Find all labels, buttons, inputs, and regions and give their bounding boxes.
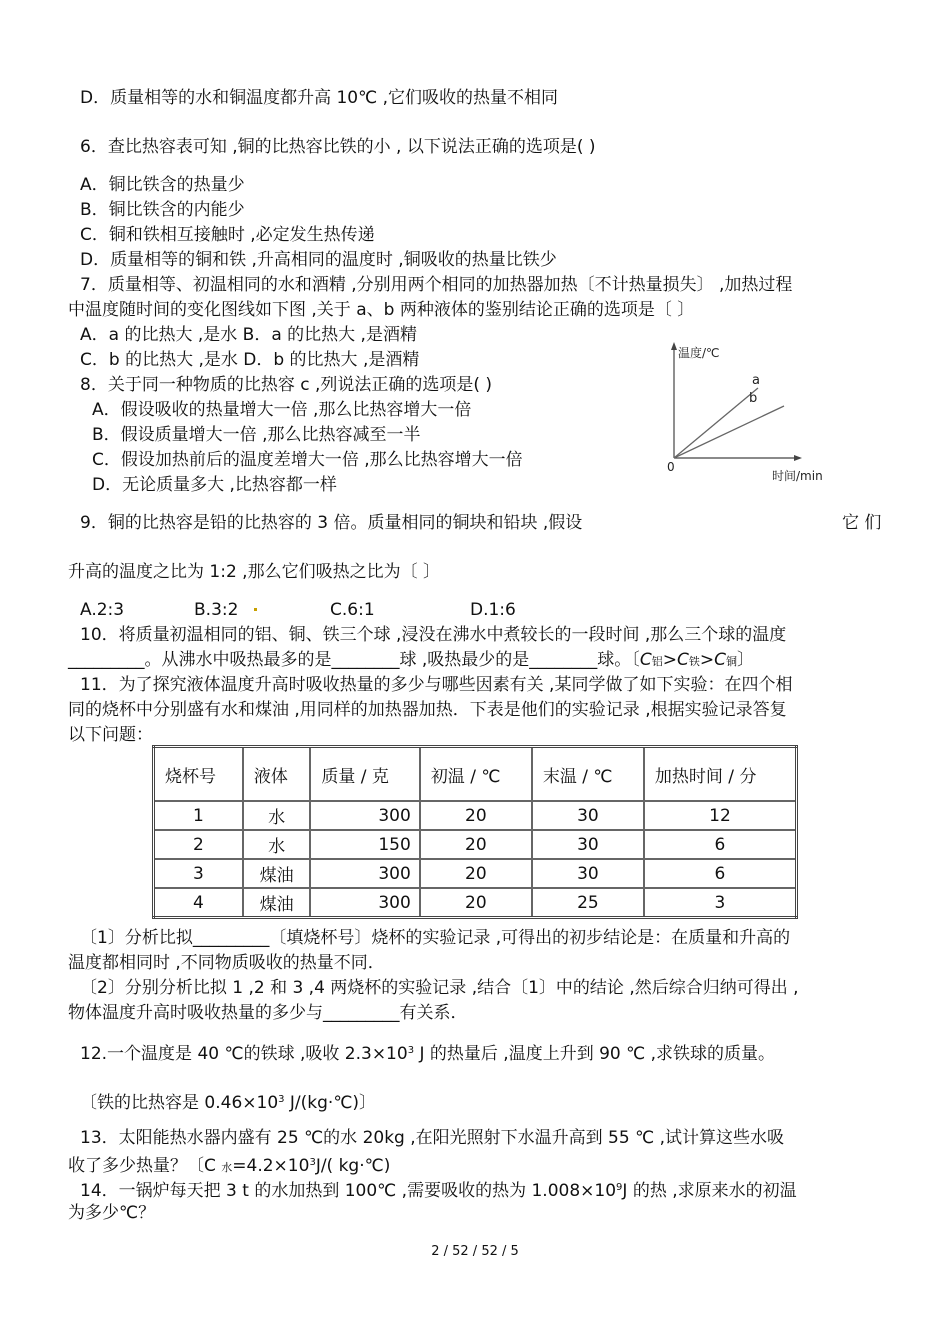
- x-axis-label: 时间/min: [772, 469, 823, 483]
- superscript: 3: [309, 1157, 316, 1168]
- table-header: 烧杯号: [154, 747, 243, 802]
- subscript-copper: 铜: [725, 655, 737, 668]
- subscript-iron: 铁: [688, 655, 700, 668]
- line-b-label: b: [749, 391, 758, 406]
- x-axis-arrow: [794, 455, 802, 461]
- question-7-options-cd: C．b 的比热大 ,是水 D．b 的比热大 ,是酒精: [80, 350, 420, 370]
- question-9-option-c: C.6:1: [330, 600, 375, 620]
- question-9-line-2: 升高的温度之比为 1:2 ,那么它们吸热之比为〔 〕: [68, 562, 440, 582]
- question-9-option-d: D.1:6: [470, 600, 516, 620]
- c-symbol: C: [639, 650, 652, 670]
- table-cell: 水: [243, 830, 311, 859]
- question-9-option-a: A.2:3: [80, 600, 125, 620]
- question-12-note-text: 〔铁的比热容是 0.46×10: [80, 1093, 279, 1113]
- experiment-table: [152, 745, 798, 919]
- question-10-line-1: 10．将质量初温相同的铝、铜、铁三个球 ,浸没在沸水中煮较长的一段时间 ,那么三个球的温度: [80, 625, 787, 645]
- table-cell: 20: [420, 801, 532, 830]
- table-header-row: [154, 747, 797, 802]
- question-8-option-d: D．无论质量多大 ,比热容都一样: [92, 475, 337, 495]
- c-symbol: C: [676, 650, 689, 670]
- table-cell: 水: [243, 801, 311, 830]
- question-13-line-1: 13．太阳能热水器内盛有 25 ℃的水 20kg ,在阳光照射下水温升高到 55 ℃ ,试计算这些水吸: [80, 1128, 784, 1148]
- question-6: 6．查比热容表可知 ,铜的比热容比铁的小 , 以下说法正确的选项是( ): [80, 137, 596, 157]
- table-cell: 6: [644, 830, 797, 859]
- question-14-line-2: 为多少℃？: [68, 1203, 156, 1223]
- table-row: [154, 859, 797, 888]
- table-cell: 300: [310, 859, 419, 888]
- question-12-text: 12.一个温度是 40 ℃的铁球 ,吸收 2.3×10: [80, 1044, 408, 1064]
- question-8-option-c: C．假设加热前后的温度差增大一倍 ,那么比热容增大一倍: [92, 450, 523, 470]
- question-6-option-c: C．铜和铁相互接触时 ,必定发生热传递: [80, 225, 375, 245]
- table-cell: 20: [420, 830, 532, 859]
- question-11-line-2: 同的烧杯中分别盛有水和煤油 ,用同样的加热器加热．下表是他们的实验记录 ,根据实验记录答复: [68, 700, 787, 720]
- superscript: 9: [616, 1182, 623, 1193]
- table-cell: 30: [532, 859, 644, 888]
- table-header: 初温 / ℃: [420, 747, 532, 802]
- y-axis-arrow: [671, 342, 677, 350]
- table-cell: 20: [420, 888, 532, 918]
- temperature-time-graph: [660, 338, 840, 488]
- superscript: 3: [407, 1045, 415, 1056]
- question-13-value: =4.2×10: [232, 1156, 310, 1176]
- question-6-option-a: A．铜比铁含的热量少: [80, 175, 245, 195]
- question-13-unit: J/( kg·℃): [315, 1156, 391, 1176]
- table-cell: 30: [532, 801, 644, 830]
- table-cell: 6: [644, 859, 797, 888]
- question-9-line-1: 9．铜的比热容是铅的比热容的 3 倍。质量相同的铜块和铅块 ,假设: [80, 513, 583, 533]
- table-cell: 1: [154, 801, 243, 830]
- table-cell: 20: [420, 859, 532, 888]
- table-cell: 2: [154, 830, 243, 859]
- table-cell: 30: [532, 830, 644, 859]
- line-a: [674, 388, 758, 458]
- table-cell: 3: [154, 859, 243, 888]
- question-11-part-2-line-1: 〔2〕分别分析比拟 1 ,2 和 3 ,4 两烧杯的实验记录 ,结合〔1〕中的结论 ,然后综合归纳可得出 ,: [80, 978, 799, 998]
- question-8: 8．关于同一种物质的比热容 c ,列说法正确的选项是( ): [80, 375, 493, 395]
- question-12-note: [80, 1088, 376, 1115]
- table-cell: 300: [310, 801, 419, 830]
- table-row: [154, 801, 797, 830]
- table-header: 末温 / ℃: [532, 747, 644, 802]
- superscript: 3: [278, 1094, 285, 1105]
- question-11-part-2-line-2: 物体温度升高时吸收热量的多少与_________有关系．: [68, 1003, 468, 1023]
- question-9-line-1-end: 它 们: [842, 513, 882, 533]
- y-axis-label: 温度/℃: [678, 346, 720, 360]
- table-cell: 4: [154, 888, 243, 918]
- question-8-option-b: B．假设质量增大一倍 ,那么比热容减至一半: [92, 425, 421, 445]
- question-5-option-d: D．质量相等的水和铜温度都升高 10℃ ,它们吸收的热量不相同: [80, 88, 559, 108]
- stray-mark: [254, 608, 257, 611]
- question-11-line-1: 11．为了探究液体温度升高时吸收热量的多少与哪些因素有关 ,某同学做了如下实验：在四个相: [80, 675, 793, 695]
- table-row: [154, 888, 797, 918]
- table-cell: 25: [532, 888, 644, 918]
- question-6-option-b: B．铜比铁含的内能少: [80, 200, 245, 220]
- question-9-option-b: B.3:2: [194, 600, 239, 620]
- subscript-water: 水: [221, 1161, 233, 1174]
- table-cell: 煤油: [243, 859, 311, 888]
- table-header: 液体: [243, 747, 311, 802]
- question-14-line-1: [80, 1176, 797, 1203]
- table-header: 加热时间 / 分: [644, 747, 797, 802]
- question-13-text: 收了多少热量？〔C: [68, 1156, 222, 1176]
- line-b: [674, 406, 784, 458]
- question-12: [80, 1039, 775, 1066]
- question-12-text-end: J 的热量后 ,温度上升到 90 ℃ ,求铁球的质量。: [414, 1044, 776, 1064]
- question-14-text-end: J 的热 ,求原来水的初温: [622, 1181, 797, 1201]
- table-cell: 3: [644, 888, 797, 918]
- table-cell: 煤油: [243, 888, 311, 918]
- question-14-text: 14．一锅炉每天把 3 t 的水加热到 100℃ ,需要吸收的热为 1.008×10: [80, 1181, 617, 1201]
- table-header: 质量 / 克: [310, 747, 419, 802]
- question-7-line-1: 7．质量相等、初温相同的水和酒精 ,分别用两个相同的加热器加热〔不计热量损失〕 ,加热过程: [80, 275, 793, 295]
- table-cell: 12: [644, 801, 797, 830]
- page-number: 2 / 52 / 52 / 5: [431, 1244, 519, 1259]
- table-row: [154, 830, 797, 859]
- question-11-part-1-line-2: 温度都相同时 ,不同物质吸收的热量不同．: [68, 953, 385, 973]
- question-10-blanks: _________。从沸水中吸热最多的是________球 ,吸热最少的是________球。〔: [68, 650, 640, 670]
- line-a-label: a: [752, 373, 760, 388]
- question-7-line-2: 中温度随时间的变化图线如下图 ,关于 a、b 两种液体的鉴别结论正确的选项是〔 〕: [68, 300, 695, 320]
- question-12-note-end: J/(kg·℃)〕: [284, 1093, 377, 1113]
- question-11-line-3: 以下问题：: [68, 725, 153, 745]
- origin-label: 0: [667, 460, 675, 474]
- question-8-option-a: A．假设吸收的热量增大一倍 ,那么比热容增大一倍: [92, 400, 472, 420]
- subscript-aluminium: 铝: [651, 655, 663, 668]
- question-6-option-d: D．质量相等的铜和铁 ,升高相同的温度时 ,铜吸收的热量比铁少: [80, 250, 557, 270]
- question-11-part-1-line-1: 〔1〕分析比拟_________〔填烧杯号〕烧杯的实验记录 ,可得出的初步结论是：在质量和升高的: [80, 928, 791, 948]
- question-7-options-ab: A．a 的比热大 ,是水 B．a 的比热大 ,是酒精: [80, 325, 417, 345]
- table-cell: 150: [310, 830, 419, 859]
- question-10-line-2: _________。从沸水中吸热最多的是________球 ,吸热最少的是________球。〔C铝>C铁>C铜〕: [68, 650, 754, 670]
- table-cell: 300: [310, 888, 419, 918]
- question-10-close: 〕: [736, 650, 754, 670]
- c-symbol: C: [714, 650, 726, 670]
